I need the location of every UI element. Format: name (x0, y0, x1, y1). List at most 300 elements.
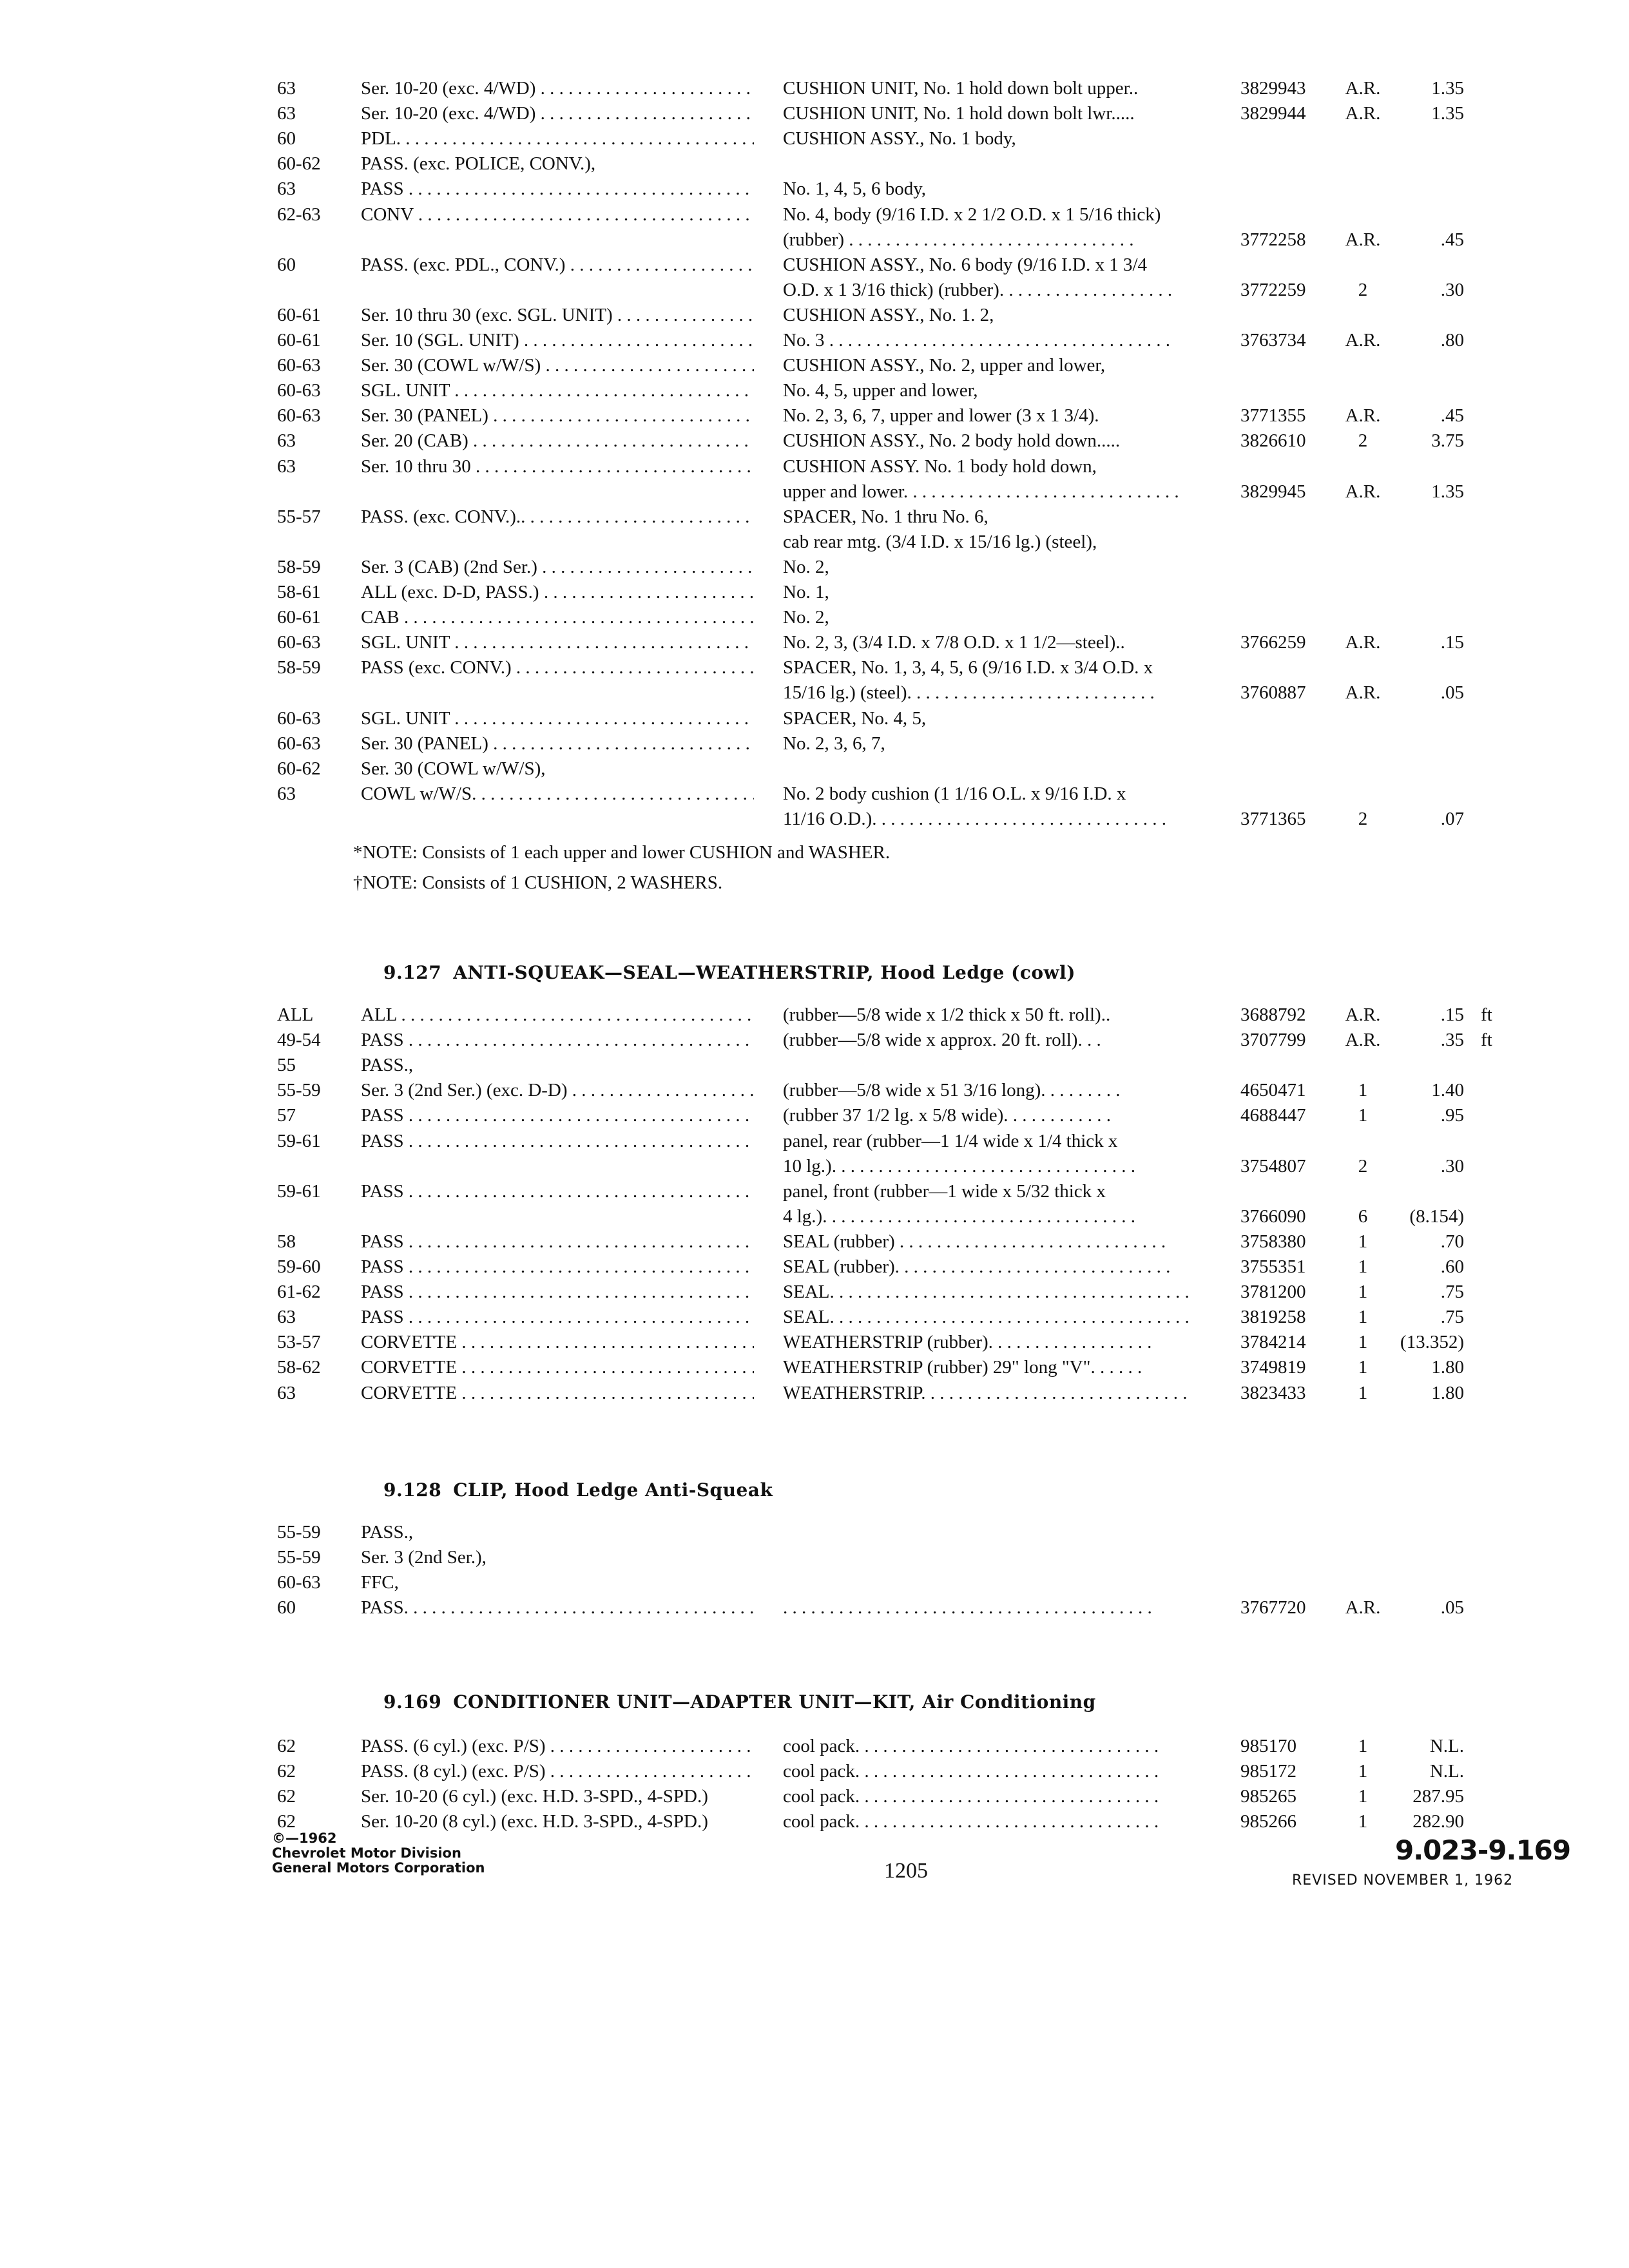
year-cell: 58-59 (277, 556, 321, 577)
description-cell: 11/16 O.D.). . . . . . . . . . . . . . . . . . . . . . . . . . . . . . . . (783, 808, 1167, 829)
year-cell: 60-62 (277, 758, 321, 779)
year-cell: 62 (277, 1736, 296, 1756)
description-cell: CUSHION ASSY., No. 1. 2, (783, 304, 994, 325)
quantity-cell: 1 (1358, 1332, 1368, 1353)
price-cell: .05 (1440, 1597, 1464, 1619)
year-cell: 57 (277, 1105, 296, 1126)
table-row (0, 1027, 1629, 1053)
table-row (0, 629, 1629, 655)
table-row (0, 126, 1629, 151)
part-number-cell: 3771365 (1240, 808, 1306, 829)
part-number-cell: 3758380 (1240, 1231, 1306, 1252)
section-number: 9.127 (383, 962, 442, 983)
table-row (0, 1153, 1629, 1179)
price-cell: .35 (1440, 1030, 1464, 1051)
page-number: 1205 (884, 1859, 928, 1883)
description-cell: CUSHION ASSY. No. 1 body hold down, (783, 456, 1097, 477)
part-number-cell: 3829944 (1240, 103, 1306, 124)
part-number-cell: 3772259 (1240, 279, 1306, 300)
year-cell: 60 (277, 254, 296, 275)
model-cell: PASS . . . (361, 1178, 754, 1204)
table-row (0, 1380, 1629, 1406)
description-cell: (rubber—5/8 wide x 1/2 thick x 50 ft. roll).. (783, 1004, 1111, 1025)
quantity-cell: 6 (1358, 1206, 1368, 1227)
model-cell: Ser. 10-20 (exc. 4/WD) . . . (361, 75, 754, 101)
quantity-cell: 2 (1358, 808, 1368, 829)
model-cell: PASS (exc. CONV.) . . . (361, 655, 754, 680)
price-cell: 1.35 (1431, 481, 1464, 502)
model-cell: Ser. 3 (2nd Ser.) (exc. D-D) . . . (361, 1077, 754, 1103)
description-cell: cool pack. . . . . . . . . . . . . . . . . . . . . . . . . . . . . . . . . (783, 1736, 1159, 1756)
model-cell: ALL . . . (361, 1002, 754, 1028)
description-cell: (rubber) . . . . . . . . . . . . . . . . . . . . . . . . . . . . . . . (783, 229, 1134, 250)
model-cell: Ser. 10-20 (exc. 4/WD) . . . (361, 101, 754, 126)
part-number-cell: 3772258 (1240, 229, 1306, 250)
description-cell: SEAL. . . . . . . . . . . . . . . . . . . . . . . . . . . . . . . . . . . . . . . (783, 1307, 1190, 1328)
part-number-cell: 985170 (1240, 1736, 1296, 1756)
price-cell: 282.90 (1412, 1811, 1464, 1832)
table-row (0, 529, 1629, 555)
quantity-cell: A.R. (1345, 481, 1381, 502)
model-cell: ALL (exc. D-D, PASS.) . . . (361, 579, 754, 605)
description-cell: 4 lg.). . . . . . . . . . . . . . . . . . . . . . . . . . . . . . . . . . (783, 1206, 1135, 1227)
part-number-cell: 985266 (1240, 1811, 1296, 1832)
section-title: ANTI-SQUEAK—SEAL—WEATHERSTRIP, Hood Ledge (cowl) (453, 962, 1076, 983)
price-cell: 1.80 (1431, 1382, 1464, 1403)
year-cell: 53-57 (277, 1332, 321, 1353)
year-cell: 63 (277, 103, 296, 124)
description-cell: . . . . . . . . . . . . . . . . . . . . . . . . . . . . . . . . . . . . . . . . (783, 1597, 1152, 1619)
part-number-cell: 4650471 (1240, 1080, 1306, 1101)
description-cell: SEAL. . . . . . . . . . . . . . . . . . . . . . . . . . . . . . . . . . . . . . . (783, 1282, 1190, 1303)
table-row (0, 579, 1629, 605)
price-cell: .30 (1440, 279, 1464, 300)
model-cell: PASS., (361, 1055, 414, 1076)
quantity-cell: A.R. (1345, 1597, 1381, 1619)
year-cell: 62 (277, 1786, 296, 1807)
model-cell: CONV . . . (361, 202, 754, 227)
model-cell: Ser. 30 (PANEL) . . . (361, 731, 754, 756)
price-cell: 1.80 (1431, 1357, 1464, 1378)
quantity-cell: A.R. (1345, 632, 1381, 653)
table-row (0, 655, 1629, 680)
description-cell: SEAL (rubber) . . . . . . . . . . . . . . . . . . . . . . . . . . . . . (783, 1231, 1166, 1252)
table-row (0, 227, 1629, 253)
model-cell: PASS . . . (361, 1279, 754, 1305)
table-row (0, 604, 1629, 630)
table-row (0, 454, 1629, 479)
quantity-cell: 2 (1358, 1155, 1368, 1177)
model-cell: PASS. (6 cyl.) (exc. P/S) . . . (361, 1733, 754, 1759)
year-cell: 60-63 (277, 355, 321, 376)
year-cell: 59-61 (277, 1130, 321, 1151)
model-cell: PASS . . . (361, 1304, 754, 1330)
model-cell: PASS. . . . (361, 1595, 754, 1620)
footer-division: Chevrolet Motor Division (272, 1845, 461, 1861)
section-number: 9.169 (383, 1691, 442, 1713)
page-range: 9.023-9.169 (1395, 1834, 1571, 1866)
description-cell: CUSHION ASSY., No. 1 body, (783, 128, 1016, 149)
part-number-cell: 3763734 (1240, 330, 1306, 351)
part-number-cell: 3826610 (1240, 430, 1306, 452)
quantity-cell: A.R. (1345, 405, 1381, 427)
year-cell: 58-61 (277, 582, 321, 602)
model-cell: PASS. (exc. POLICE, CONV.), (361, 153, 596, 175)
part-number-cell: 3766259 (1240, 632, 1306, 653)
model-cell: PASS . . . (361, 176, 754, 202)
model-cell: PASS . . . (361, 1102, 754, 1128)
year-cell: 60 (277, 128, 296, 149)
description-cell: 15/16 lg.) (steel). . . . . . . . . . . . . . . . . . . . . . . . . . . (783, 682, 1155, 704)
model-cell: SGL. UNIT . . . (361, 378, 754, 403)
note-cushion-washers: †NOTE: Consists of 1 CUSHION, 2 WASHERS. (353, 872, 723, 893)
price-cell: N.L. (1429, 1736, 1464, 1756)
table-row (0, 1128, 1629, 1154)
year-cell: 60-63 (277, 632, 321, 653)
year-cell: 60-63 (277, 380, 321, 401)
quantity-cell: 1 (1358, 1080, 1368, 1101)
price-cell: (8.154) (1409, 1206, 1464, 1227)
description-cell: No. 2, (783, 556, 829, 577)
description-cell: No. 2 body cushion (1 1/16 O.L. x 9/16 I.D. x (783, 783, 1126, 804)
model-cell: PASS . . . (361, 1027, 754, 1053)
price-cell: .75 (1440, 1282, 1464, 1303)
table-row (0, 1102, 1629, 1128)
year-cell: 55-59 (277, 1522, 321, 1542)
table-row (0, 202, 1629, 227)
year-cell: 60-61 (277, 304, 321, 325)
description-cell: panel, rear (rubber—1 1/4 wide x 1/4 thick x (783, 1130, 1118, 1151)
unit-cell: ft (1481, 1030, 1492, 1051)
table-row (0, 1570, 1629, 1595)
quantity-cell: A.R. (1345, 1030, 1381, 1051)
table-row (0, 1002, 1629, 1028)
table-row (0, 1229, 1629, 1254)
year-cell: 60-62 (277, 153, 321, 175)
table-row (0, 806, 1629, 832)
table-row (0, 1204, 1629, 1229)
price-cell: (13.352) (1400, 1332, 1464, 1353)
quantity-cell: 1 (1358, 1357, 1368, 1378)
model-cell: PASS., (361, 1522, 414, 1542)
price-cell: 287.95 (1412, 1786, 1464, 1807)
description-cell: (rubber—5/8 wide x 51 3/16 long). . . . . . . . . (783, 1080, 1121, 1101)
unit-cell: ft (1481, 1004, 1492, 1025)
table-row (0, 252, 1629, 278)
year-cell: 60-61 (277, 330, 321, 351)
year-cell: 58-62 (277, 1357, 321, 1378)
year-cell: 63 (277, 78, 296, 99)
year-cell: 63 (277, 1382, 296, 1403)
description-cell: cool pack. . . . . . . . . . . . . . . . . . . . . . . . . . . . . . . . . (783, 1811, 1159, 1832)
table-row (0, 706, 1629, 731)
price-cell: .07 (1440, 808, 1464, 829)
price-cell: .05 (1440, 682, 1464, 704)
year-cell: 63 (277, 456, 296, 477)
year-cell: 62 (277, 1811, 296, 1832)
price-cell: 1.35 (1431, 103, 1464, 124)
table-row (0, 302, 1629, 328)
model-cell: Ser. 10-20 (8 cyl.) (exc. H.D. 3-SPD., 4-SPD.) (361, 1811, 708, 1832)
footer-publisher (272, 1831, 485, 1876)
description-cell: upper and lower. . . . . . . . . . . . . . . . . . . . . . . . . . . . . . (783, 481, 1179, 502)
year-cell: 63 (277, 178, 296, 200)
part-number-cell: 3767720 (1240, 1597, 1306, 1619)
model-cell: PASS. (8 cyl.) (exc. P/S) . . . (361, 1758, 754, 1784)
quantity-cell: 1 (1358, 1736, 1368, 1756)
price-cell: .95 (1440, 1105, 1464, 1126)
table-row (0, 1519, 1629, 1545)
model-cell: Ser. 30 (COWL w/W/S), (361, 758, 546, 779)
part-number-cell: 985265 (1240, 1786, 1296, 1807)
year-cell: 61-62 (277, 1282, 321, 1303)
table-row (0, 1077, 1629, 1103)
part-number-cell: 3819258 (1240, 1307, 1306, 1328)
quantity-cell: 1 (1358, 1282, 1368, 1303)
price-cell: .75 (1440, 1307, 1464, 1328)
model-cell: CORVETTE . . . (361, 1354, 754, 1380)
description-cell: SPACER, No. 1, 3, 4, 5, 6 (9/16 I.D. x 3/4 O.D. x (783, 657, 1153, 678)
description-cell: cab rear mtg. (3/4 I.D. x 15/16 lg.) (steel), (783, 531, 1097, 552)
table-row (0, 479, 1629, 505)
footer-corporation: General Motors Corporation (272, 1860, 485, 1876)
description-cell: No. 1, 4, 5, 6 body, (783, 178, 927, 200)
description-cell: (rubber—5/8 wide x approx. 20 ft. roll). . . (783, 1030, 1101, 1051)
table-row (0, 428, 1629, 454)
quantity-cell: A.R. (1345, 103, 1381, 124)
table-row (0, 75, 1629, 101)
model-cell: CAB . . . (361, 604, 754, 630)
table-row (0, 1809, 1629, 1834)
year-cell: 60-63 (277, 707, 321, 729)
table-row (0, 1304, 1629, 1330)
model-cell: Ser. 3 (CAB) (2nd Ser.) . . . (361, 554, 754, 580)
model-cell: PDL. . . . (361, 126, 754, 151)
table-row (0, 680, 1629, 706)
model-cell: PASS. (exc. PDL., CONV.) . . . (361, 252, 754, 278)
description-cell: CUSHION UNIT, No. 1 hold down bolt upper.. (783, 78, 1139, 99)
table-row (0, 1783, 1629, 1809)
table-row (0, 1758, 1629, 1784)
price-cell: 1.40 (1431, 1080, 1464, 1101)
price-cell: N.L. (1429, 1761, 1464, 1782)
description-cell: No. 4, 5, upper and lower, (783, 380, 978, 401)
model-cell: Ser. 10 thru 30 (exc. SGL. UNIT) . . . (361, 302, 754, 328)
model-cell: PASS . . . (361, 1254, 754, 1280)
model-cell: Ser. 3 (2nd Ser.), (361, 1547, 487, 1568)
part-number-cell: 3823433 (1240, 1382, 1306, 1403)
description-cell: No. 2, 3, (3/4 I.D. x 7/8 O.D. x 1 1/2—steel).. (783, 632, 1125, 653)
quantity-cell: A.R. (1345, 330, 1381, 351)
year-cell: 60 (277, 1597, 296, 1619)
quantity-cell: 1 (1358, 1811, 1368, 1832)
price-cell: .30 (1440, 1155, 1464, 1177)
description-cell: WEATHERSTRIP. . . . . . . . . . . . . . . . . . . . . . . . . . . . . (783, 1382, 1188, 1403)
model-cell: Ser. 10 thru 30 . . . (361, 454, 754, 479)
model-cell: FFC, (361, 1572, 399, 1593)
model-cell: Ser. 10-20 (6 cyl.) (exc. H.D. 3-SPD., 4-SPD.) (361, 1786, 708, 1807)
description-cell: No. 3 . . . . . . . . . . . . . . . . . . . . . . . . . . . . . . . . . . . . . (783, 330, 1170, 351)
description-cell: CUSHION ASSY., No. 2, upper and lower, (783, 355, 1106, 376)
model-cell: Ser. 10 (SGL. UNIT) . . . (361, 327, 754, 353)
description-cell: SEAL (rubber). . . . . . . . . . . . . . . . . . . . . . . . . . . . . . (783, 1256, 1171, 1277)
table-row (0, 1544, 1629, 1570)
year-cell: 58 (277, 1231, 296, 1252)
description-cell: No. 2, 3, 6, 7, (783, 733, 885, 754)
quantity-cell: 2 (1358, 430, 1368, 452)
description-cell: WEATHERSTRIP (rubber). . . . . . . . . . . . . . . . . . (783, 1332, 1152, 1353)
table-row (0, 277, 1629, 303)
description-cell: CUSHION ASSY., No. 6 body (9/16 I.D. x 1 3/4 (783, 254, 1148, 275)
quantity-cell: 1 (1358, 1307, 1368, 1328)
part-number-cell: 3749819 (1240, 1357, 1306, 1378)
table-row (0, 1329, 1629, 1355)
part-number-cell: 3760887 (1240, 682, 1306, 704)
year-cell: 55 (277, 1055, 296, 1076)
year-cell: 62 (277, 1761, 296, 1782)
table-row (0, 1178, 1629, 1204)
quantity-cell: 1 (1358, 1786, 1368, 1807)
description-cell: CUSHION UNIT, No. 1 hold down bolt lwr..... (783, 103, 1135, 124)
model-cell: Ser. 30 (COWL w/W/S) . . . (361, 352, 754, 378)
year-cell: 63 (277, 783, 296, 804)
model-cell: COWL w/W/S. . . . (361, 781, 754, 807)
description-cell: panel, front (rubber—1 wide x 5/32 thick x (783, 1180, 1106, 1202)
year-cell: 60-61 (277, 607, 321, 628)
table-row (0, 101, 1629, 126)
year-cell: 63 (277, 430, 296, 452)
description-cell: No. 4, body (9/16 I.D. x 2 1/2 O.D. x 1 5/16 thick) (783, 204, 1161, 225)
description-cell: 10 lg.). . . . . . . . . . . . . . . . . . . . . . . . . . . . . . . . . (783, 1155, 1135, 1177)
section-title: CLIP, Hood Ledge Anti-Squeak (453, 1479, 773, 1501)
part-number-cell: 3781200 (1240, 1282, 1306, 1303)
price-cell: .60 (1440, 1256, 1464, 1277)
quantity-cell: 1 (1358, 1105, 1368, 1126)
table-row (0, 352, 1629, 378)
price-cell: .45 (1440, 229, 1464, 250)
quantity-cell: A.R. (1345, 682, 1381, 704)
description-cell: SPACER, No. 4, 5, (783, 707, 927, 729)
table-row (0, 403, 1629, 428)
section-heading-9-127 (383, 962, 1075, 983)
price-cell: .15 (1440, 1004, 1464, 1025)
part-number-cell: 3829943 (1240, 78, 1306, 99)
quantity-cell: 1 (1358, 1382, 1368, 1403)
year-cell: 62-63 (277, 204, 321, 225)
description-cell: CUSHION ASSY., No. 2 body hold down..... (783, 430, 1121, 452)
table-row (0, 731, 1629, 756)
model-cell: Ser. 30 (PANEL) . . . (361, 403, 754, 428)
description-cell: No. 1, (783, 582, 829, 602)
model-cell: PASS. (exc. CONV.).. . . . (361, 504, 754, 530)
section-title: CONDITIONER UNIT—ADAPTER UNIT—KIT, Air Conditioning (453, 1691, 1096, 1713)
quantity-cell: 1 (1358, 1256, 1368, 1277)
table-row (0, 504, 1629, 530)
year-cell: 63 (277, 1307, 296, 1328)
part-number-cell: 3707799 (1240, 1030, 1306, 1051)
table-row (0, 1733, 1629, 1759)
note-cushion-washer: *NOTE: Consists of 1 each upper and lower CUSHION and WASHER. (353, 842, 891, 863)
model-cell: SGL. UNIT . . . (361, 706, 754, 731)
description-cell: (rubber 37 1/2 lg. x 5/8 wide). . . . . . . . . . . . (783, 1105, 1112, 1126)
table-row (0, 378, 1629, 403)
part-number-cell: 4688447 (1240, 1105, 1306, 1126)
model-cell: CORVETTE . . . (361, 1329, 754, 1355)
quantity-cell: A.R. (1345, 1004, 1381, 1025)
description-cell: WEATHERSTRIP (rubber) 29" long "V". . . . . . (783, 1357, 1142, 1378)
description-cell: No. 2, 3, 6, 7, upper and lower (3 x 1 3/4). (783, 405, 1099, 427)
part-number-cell: 3755351 (1240, 1256, 1306, 1277)
table-row (0, 327, 1629, 353)
year-cell: 49-54 (277, 1030, 321, 1051)
price-cell: 1.35 (1431, 78, 1464, 99)
year-cell: 55-59 (277, 1547, 321, 1568)
quantity-cell: 1 (1358, 1761, 1368, 1782)
part-number-cell: 3784214 (1240, 1332, 1306, 1353)
table-row (0, 1354, 1629, 1380)
part-number-cell: 3754807 (1240, 1155, 1306, 1177)
description-cell: cool pack. . . . . . . . . . . . . . . . . . . . . . . . . . . . . . . . . (783, 1761, 1159, 1782)
table-row (0, 151, 1629, 177)
year-cell: 55-59 (277, 1080, 321, 1101)
footer-copyright: ©—1962 (272, 1831, 337, 1846)
part-number-cell: 985172 (1240, 1761, 1296, 1782)
section-heading-9-169 (383, 1691, 1096, 1713)
year-cell: 55-57 (277, 506, 321, 527)
price-cell: .70 (1440, 1231, 1464, 1252)
quantity-cell: 2 (1358, 279, 1368, 300)
quantity-cell: 1 (1358, 1231, 1368, 1252)
price-cell: .45 (1440, 405, 1464, 427)
description-cell: No. 2, (783, 607, 829, 628)
table-row (0, 1052, 1629, 1078)
part-number-cell: 3771355 (1240, 405, 1306, 427)
table-row (0, 554, 1629, 580)
part-number-cell: 3829945 (1240, 481, 1306, 502)
table-row (0, 1254, 1629, 1280)
quantity-cell: A.R. (1345, 78, 1381, 99)
table-row (0, 1595, 1629, 1620)
price-cell: 3.75 (1431, 430, 1464, 452)
model-cell: PASS . . . (361, 1128, 754, 1154)
year-cell: 60-63 (277, 733, 321, 754)
year-cell: 59-60 (277, 1256, 321, 1277)
table-row (0, 1279, 1629, 1305)
table-row (0, 176, 1629, 202)
part-number-cell: 3766090 (1240, 1206, 1306, 1227)
year-cell: ALL (277, 1004, 314, 1025)
year-cell: 59-61 (277, 1180, 321, 1202)
table-row (0, 781, 1629, 807)
table-row (0, 756, 1629, 782)
revision-date: REVISED NOVEMBER 1, 1962 (1292, 1872, 1514, 1888)
year-cell: 60-63 (277, 405, 321, 427)
model-cell: Ser. 20 (CAB) . . . (361, 428, 754, 454)
model-cell: PASS . . . (361, 1229, 754, 1254)
description-cell: SPACER, No. 1 thru No. 6, (783, 506, 988, 527)
section-number: 9.128 (383, 1479, 442, 1501)
description-cell: O.D. x 1 3/16 thick) (rubber). . . . . . . . . . . . . . . . . . . (783, 279, 1173, 300)
model-cell: CORVETTE . . . (361, 1380, 754, 1406)
section-heading-9-128 (383, 1479, 773, 1501)
year-cell: 58-59 (277, 657, 321, 678)
part-number-cell: 3688792 (1240, 1004, 1306, 1025)
quantity-cell: A.R. (1345, 229, 1381, 250)
year-cell: 60-63 (277, 1572, 321, 1593)
description-cell: cool pack. . . . . . . . . . . . . . . . . . . . . . . . . . . . . . . . . (783, 1786, 1159, 1807)
model-cell: SGL. UNIT . . . (361, 629, 754, 655)
price-cell: .15 (1440, 632, 1464, 653)
